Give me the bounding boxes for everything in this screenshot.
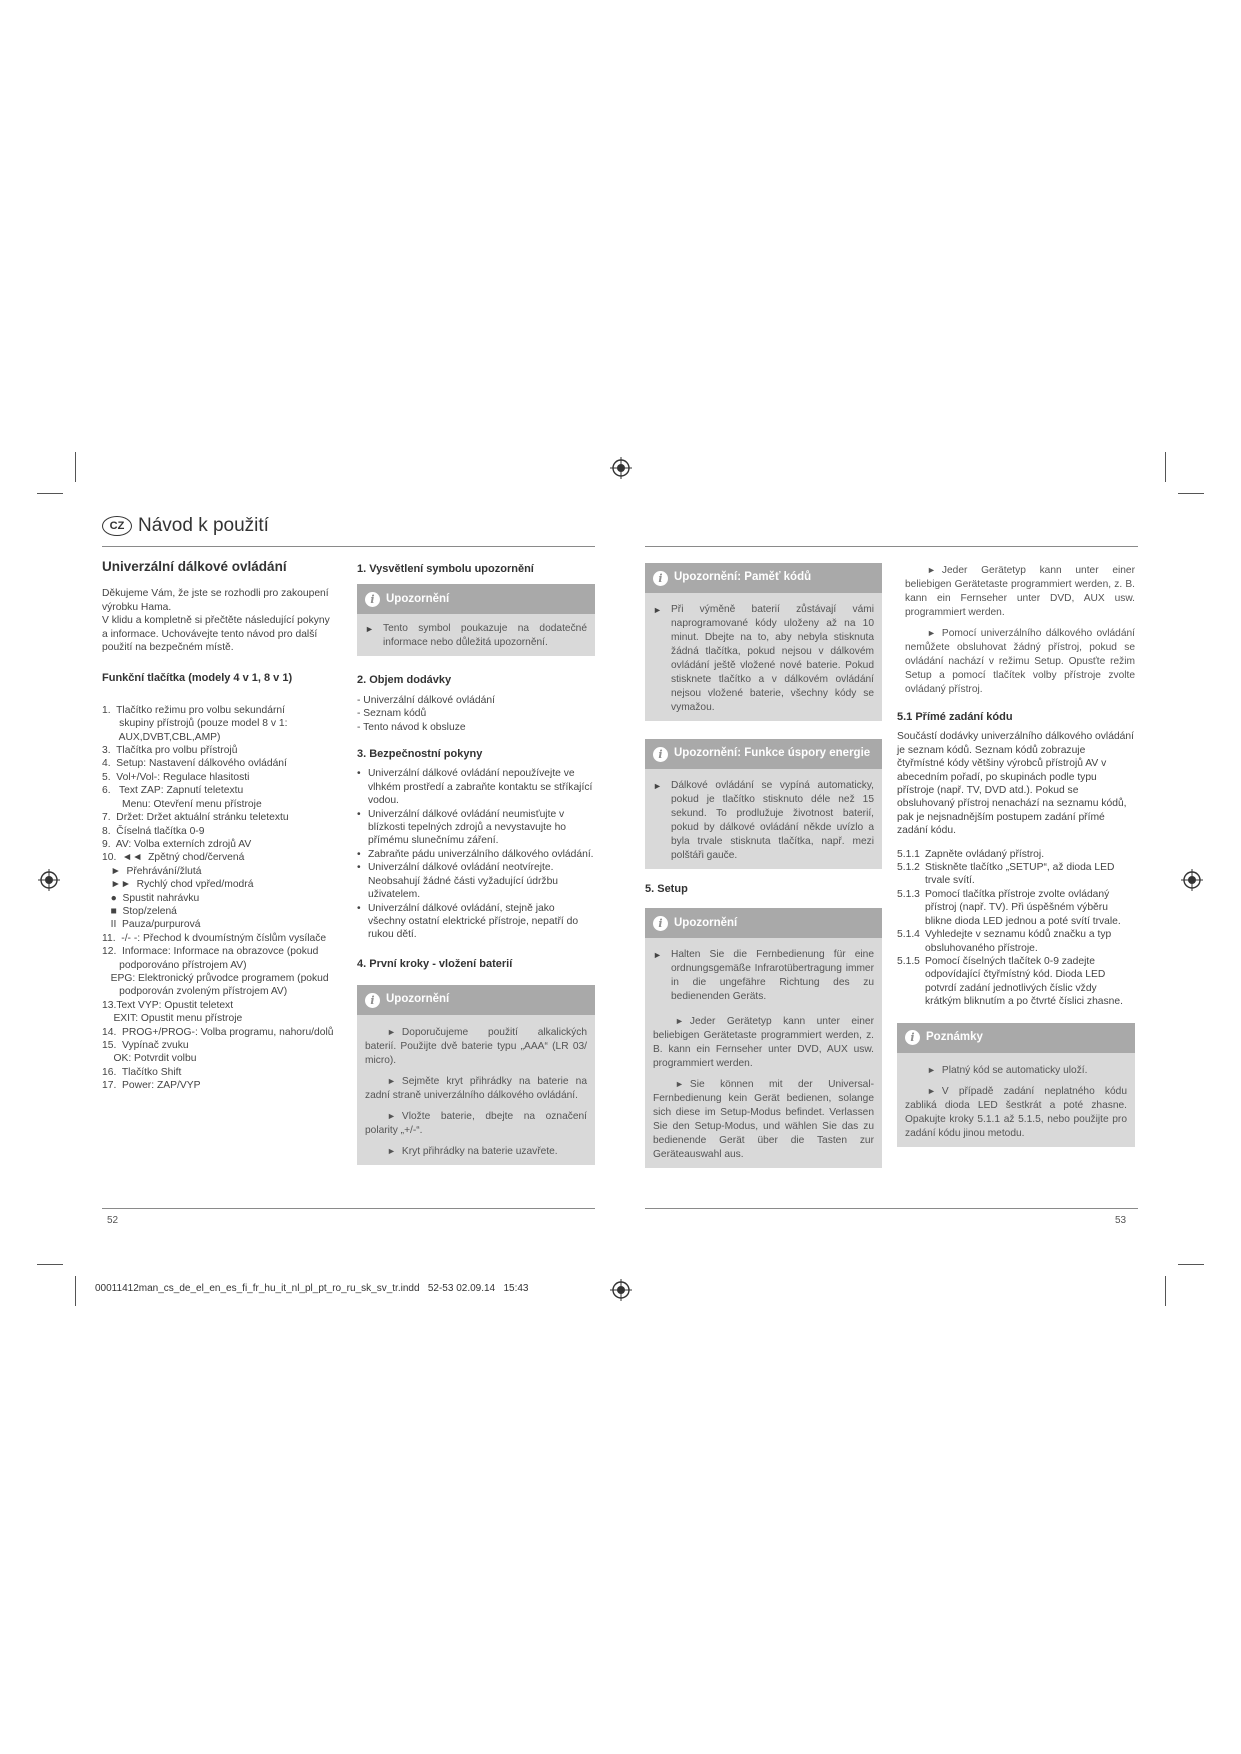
file-info: 00011412man_cs_de_el_en_es_fi_fr_hu_it_nl_pl_pt_ro_ru_sk_sv_tr.indd 52-53 02.09.14 15:43 <box>95 1283 529 1294</box>
intro-line: a informace. Uchovávejte tento návod pro další <box>102 628 318 640</box>
notice-box-title: Upozornění <box>386 592 450 605</box>
section-heading: 4. První kroky - vložení baterií <box>357 957 513 970</box>
list-item: ► Přehrávání/žlutá <box>102 865 202 877</box>
arrow-icon: ► <box>387 1111 396 1122</box>
arrow-icon: ► <box>675 1079 684 1090</box>
function-list <box>102 704 338 1093</box>
notice-box <box>357 985 595 1165</box>
paragraph: Součástí dodávky univerzálního dálkového ovládání je seznam kódů. Seznam kódů zobrazuje čtyřmístné kódy většiny výrobců přístrojů AV v abecedním pořadí, po skupinách podle typu přístroje (např. TV, DVD atd.). Pokud se obsluhovaný přístroj nenachází na seznamu kódů, pak je nejsnadnějším postupem zadání přímé zadání kódu. <box>897 731 1134 837</box>
arrow-icon: ► <box>365 624 374 635</box>
list-item: EXIT: Opustit menu přístroje <box>102 1013 243 1025</box>
list-item: 15. Vypínač zvuku <box>102 1040 189 1051</box>
notice-box-title: Upozornění: Paměť kódů <box>674 571 812 584</box>
list-item: • Univerzální dálkové ovládání neumisťujte v blízkosti tepelných zdrojů a nevystavujte ho přímému slunečnímu záření. <box>357 808 595 848</box>
arrow-icon: ► <box>927 628 936 638</box>
arrow-icon: ► <box>387 1076 396 1087</box>
arrow-icon: ► <box>927 1085 936 1096</box>
right-column-1 <box>645 563 882 1168</box>
notice-box-header <box>645 739 882 769</box>
list-item: • Univerzální dálkové ovládání, stejně jako všechny ostatní elektrické přístroje, nepatří do rukou dětí. <box>357 902 595 942</box>
info-icon: i <box>653 747 668 762</box>
arrow-icon: ► <box>675 1016 684 1027</box>
list-item: - Univerzální dálkové ovládání <box>357 694 495 706</box>
bottom-rule-right <box>645 1208 1138 1209</box>
list-item: podporováno přístrojem AV) <box>102 959 247 971</box>
safety-list <box>357 767 595 941</box>
notice-text: Pomocí univerzálního dálkového ovládání nemůžete obsluhovat žádný přístroj, pokud se ovládání nachází v režimu Setup. Opusťte režim Setup a pomocí tlačítek volby přístroje zvolte ovládaný přístroj. <box>905 628 1135 695</box>
page-number-left: 52 <box>107 1215 119 1226</box>
page-header <box>102 515 269 537</box>
intro-line: Děkujeme Vám, že jste se rozhodli pro zakoupení <box>102 588 329 600</box>
list-item: 10. ◄◄ Zpětný chod/červená <box>102 852 245 864</box>
notice-text: Platný kód se automaticky uloží. <box>941 1064 1088 1076</box>
arrow-icon: ► <box>927 1064 936 1075</box>
crop-mark <box>37 493 63 494</box>
list-item: • Univerzální dálkové ovládání neotvírejte. Neobsahují žádné části vyžadující údržbu uživatelem. <box>357 861 595 901</box>
language-badge: CZ <box>102 516 132 536</box>
notice-box <box>897 1023 1135 1147</box>
arrow-icon: ► <box>653 605 662 615</box>
page-number-right: 53 <box>1115 1215 1127 1226</box>
continued-notice <box>897 563 1135 697</box>
list-item: 12. Informace: Informace na obrazovce (pokud <box>102 946 319 958</box>
info-icon: i <box>365 993 380 1008</box>
step-number: 5.1.3 <box>897 888 920 900</box>
notice-box <box>645 908 882 1168</box>
step-number: 5.1.5 <box>897 955 920 967</box>
top-rule-left <box>102 546 595 547</box>
step-text: Stiskněte tlačítko „SETUP“, až dioda LED trvale svítí. <box>925 862 1115 887</box>
section-heading: 2. Objem dodávky <box>357 674 452 687</box>
arrow-icon: ► <box>927 565 936 575</box>
step-number: 5.1.4 <box>897 929 920 941</box>
list-item: ►► Rychlý chod vpřed/modrá <box>102 879 254 891</box>
notice-box-title: Upozornění <box>386 993 450 1006</box>
info-icon: i <box>653 916 668 931</box>
list-item: 7. Držet: Držet aktuální stránku teletextu <box>102 812 289 824</box>
page-title: Návod k použití <box>138 515 269 536</box>
notice-box-title: Poznámky <box>926 1030 983 1043</box>
list-item: 5. Vol+/Vol-: Regulace hlasitosti <box>102 771 250 783</box>
notice-box-header <box>645 563 882 593</box>
notice-box <box>357 584 595 656</box>
main-title: Univerzální dálkové ovládání <box>102 559 287 574</box>
arrow-icon: ► <box>387 1146 396 1157</box>
step-number: 5.1.2 <box>897 862 920 874</box>
notice-box <box>645 563 882 721</box>
notice-box <box>645 739 882 869</box>
list-item: 17. Power: ZAP/VYP <box>102 1080 201 1092</box>
section-heading: 5.1 Přímé zadání kódu <box>897 711 1013 723</box>
registration-mark-icon <box>610 1279 632 1301</box>
list-item: 6. Text ZAP: Zapnutí teletextu <box>102 785 244 797</box>
step-text: Pomocí číselných tlačítek 0-9 zadejte odpovídající čtyřmístný kód. Dioda LED potvrdí zadání jednotlivých číslic vždy krátkým bliknutím a po čtvrté číslici zhasne. <box>925 955 1123 1008</box>
notice-box-header <box>357 584 595 614</box>
list-item: • Zabraňte pádu univerzálního dálkového ovládání. <box>357 848 595 861</box>
notice-box-header <box>897 1023 1135 1053</box>
section-heading: 1. Vysvětlení symbolu upozornění <box>357 563 534 575</box>
notice-text: Doporučujeme použití alkalických baterií. Použijte dvě baterie typu „AAA“ (LR 03/ micro). <box>365 1027 587 1067</box>
left-column-2 <box>357 563 595 1165</box>
list-item: - Seznam kódů <box>357 708 427 720</box>
list-item: EPG: Elektronický průvodce programem (pokud <box>102 972 329 984</box>
list-item: 8. Číselná tlačítka 0-9 <box>102 825 205 837</box>
crop-mark <box>75 1276 76 1306</box>
list-item: 4. Setup: Nastavení dálkového ovládání <box>102 758 287 770</box>
notice-text: Tento symbol poukazuje na dodatečné informace nebo důležitá upozornění. <box>383 623 587 649</box>
registration-mark-icon <box>1181 869 1203 891</box>
list-item: 13.Text VYP: Opustit teletext <box>102 999 234 1011</box>
crop-mark <box>1165 1276 1166 1306</box>
info-icon: i <box>365 592 380 607</box>
step-number: 5.1.1 <box>897 848 920 860</box>
list-item: OK: Potvrdit volbu <box>102 1053 197 1065</box>
arrow-icon: ► <box>387 1027 396 1038</box>
notice-text: V případě zadání neplatného kódu zabliká dioda LED šestkrát a poté zhasne. Opakujte kroky 5.1.1 až 5.1.5, nebo použijte pro zadání kódu jinou metodu. <box>905 1085 1127 1139</box>
step-text: Pomocí tlačítka přístroje zvolte ovládaný přístroj (např. TV). Při úspěšném výběru blikne dioda LED jednou a poté svítí trvale. <box>925 888 1121 927</box>
section-heading: 3. Bezpečnostní pokyny <box>357 748 483 761</box>
list-item: 3. Tlačítka pro volbu přístrojů <box>102 745 238 757</box>
notice-box-title: Upozornění <box>674 916 738 929</box>
crop-mark <box>75 452 76 482</box>
list-item: 9. AV: Volba externích zdrojů AV <box>102 838 252 850</box>
list-item: 14. PROG+/PROG-: Volba programu, nahoru/dolů <box>102 1026 334 1038</box>
arrow-icon: ► <box>653 950 662 961</box>
intro-line: V klidu a kompletně si přečtěte následující pokyny <box>102 615 330 627</box>
notice-text: Dálkové ovládání se vypíná automaticky, pokud je tlačítko stisknuto déle než 15 sekund. To prodlužuje životnost baterií, pokud by dálkové ovládání někde uvízlo a byla trvale stisknuta tlačítka, např. mezi polštáři gauče. <box>671 780 874 861</box>
info-icon: i <box>653 571 668 586</box>
list-item: 11. -/- -: Přechod k dvoumístným číslům vysílače <box>102 932 327 944</box>
notice-box-title: Upozornění: Funkce úspory energie <box>674 747 871 760</box>
list-item: ● Spustit nahrávku <box>102 892 200 904</box>
top-rule-right <box>645 546 1138 547</box>
list-item: ■ Stop/zelená <box>102 905 177 917</box>
crop-mark <box>1178 1264 1204 1265</box>
notice-text: Halten Sie die Fernbedienung für eine ordnungsgemäße Infrarotübertragung immer in die ungefähre Richtung des zu bedienenden Geräts. <box>671 949 874 1003</box>
list-item: • Univerzální dálkové ovládání nepoužívejte ve vlhkém prostředí a zabraňte kontaktu se stříkající vodou. <box>357 767 595 807</box>
notice-text: Vložte baterie, dbejte na označení polarity „+/-“. <box>365 1111 587 1137</box>
registration-mark-icon <box>610 457 632 479</box>
notice-box-header <box>357 985 595 1015</box>
left-column-1 <box>102 560 338 1093</box>
step-list <box>897 848 1135 1009</box>
registration-mark-icon <box>38 869 60 891</box>
list-item: 16. Tlačítko Shift <box>102 1066 182 1078</box>
crop-mark <box>37 1264 63 1265</box>
crop-mark <box>1165 452 1166 482</box>
intro-line: výrobku Hama. <box>102 601 172 613</box>
list-item: Menu: Otevření menu přístroje <box>102 798 262 810</box>
list-item: - Tento návod k obsluze <box>357 721 466 733</box>
notice-text: Kryt přihrádky na baterie uzavřete. <box>401 1146 558 1158</box>
notice-text: Jeder Gerätetyp kann unter einer beliebigen Gerätetaste programmiert werden, z. B. kann ein Fernseher unter DVD, AUX usw. programmiert werden. <box>653 1016 874 1070</box>
arrow-icon: ► <box>653 781 662 791</box>
notice-text: Sejměte kryt přihrádky na baterie na zadní straně univerzálního dálkového ovládání. <box>365 1076 587 1102</box>
notice-text: Sie können mit der Universal-Fernbedienung kein Gerät bedienen, solange sich diese im Setup-Modus befindet. Verlassen Sie den Setup-Modus, und wählen Sie das zu bedienende Gerät über die Tasten zur Geräteauswahl aus. <box>653 1079 874 1161</box>
step-text: Vyhledejte v seznamu kódů značku a typ obsluhovaného přístroje. <box>925 929 1112 954</box>
list-item: II Pauza/purpurová <box>102 919 201 931</box>
info-icon: i <box>905 1030 920 1045</box>
list-item: podporován zvoleným přístrojem AV) <box>102 986 288 998</box>
notice-text: Jeder Gerätetyp kann unter einer beliebigen Gerätetaste programmiert werden, z. B. kann ein Fernseher unter DVD, AUX usw. programmiert werden. <box>905 565 1135 618</box>
bottom-rule-left <box>102 1208 595 1209</box>
crop-mark <box>1178 493 1204 494</box>
right-column-2 <box>897 563 1135 1147</box>
notice-box-header <box>645 908 882 938</box>
intro-line: použití na bezpečném místě. <box>102 642 234 654</box>
section-heading: Funkční tlačítka (modely 4 v 1, 8 v 1) <box>102 672 293 685</box>
step-text: Zapněte ovládaný přístroj. <box>925 848 1045 860</box>
list-item: 1. Tlačítko režimu pro volbu sekundární <box>102 704 285 716</box>
list-item: skupiny přístrojů (pouze model 8 v 1: <box>102 718 288 730</box>
section-heading: 5. Setup <box>645 883 688 895</box>
notice-text: Při výměně baterií zůstávají vámi naprogramované kódy uloženy až na 10 minut. Dbejte na to, aby nebyla stisknuta žádná tlačítka, pokud nejsou v dálkovém ovládání ještě vložené nové baterie. Pokud stisknete tlačítko a v dálkovém ovládání nejsou vložené baterie, všechny kódy se vymažou. <box>671 604 874 713</box>
list-item: AUX,DVBT,CBL,AMP) <box>102 731 221 743</box>
